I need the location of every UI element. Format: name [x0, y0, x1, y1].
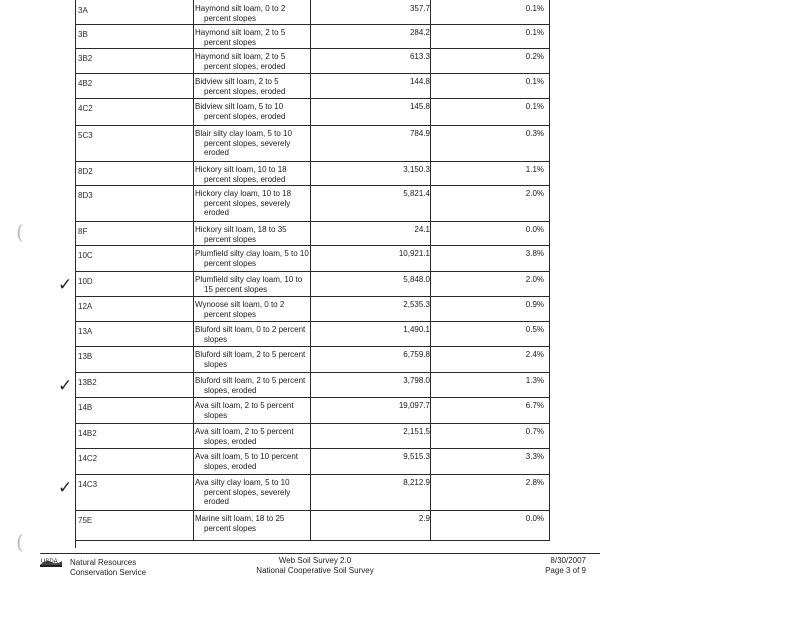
table-row: [75, 321, 550, 346]
percent-of-aoi: 3.3%: [525, 452, 544, 461]
map-unit-name-line: Haymond silt loam, 2 to 5: [195, 52, 286, 61]
map-unit-name: [195, 376, 305, 395]
map-unit-name: [195, 401, 294, 420]
map-unit-name-line: Ava silt loam, 5 to 10 percent: [195, 452, 299, 461]
acres-in-aoi: 784.9: [409, 129, 430, 138]
map-unit-name-line: Plumfield silty clay loam, 10 to: [195, 275, 303, 284]
handwritten-check-mark-icon: ✓: [58, 275, 73, 295]
map-unit-name: [195, 52, 285, 71]
row-separator: [75, 221, 550, 222]
row-separator: [75, 245, 550, 246]
footer-rule: [40, 553, 600, 554]
table-row: [75, 125, 550, 161]
map-unit-name-line: Wynoose silt loam, 0 to 2: [195, 300, 285, 309]
map-unit-name: [195, 225, 287, 244]
map-unit-name-line: percent slopes, eroded: [204, 174, 286, 184]
map-unit-name-line: slopes: [204, 334, 228, 344]
row-separator: [75, 474, 550, 475]
acres-in-aoi: 3,150.3: [403, 165, 430, 174]
map-unit-name-line: Haymond silt loam, 2 to 5: [195, 28, 286, 37]
table-row: [75, 161, 550, 185]
acres-in-aoi: 24.1: [414, 225, 430, 234]
table-row: [75, 98, 550, 125]
map-unit-symbol: 12A: [78, 302, 93, 311]
acres-in-aoi: 2,535.3: [403, 300, 430, 309]
map-unit-name-line: Hickory silt loam, 10 to 18: [195, 165, 287, 174]
acres-in-aoi: 19,097.7: [398, 401, 430, 410]
percent-of-aoi: 0.2%: [525, 52, 544, 61]
map-unit-name-line: percent slopes, eroded: [204, 111, 286, 121]
map-unit-symbol: 14C3: [78, 480, 98, 489]
map-unit-name: [195, 249, 309, 268]
acres-in-aoi: 613.3: [409, 52, 430, 61]
acres-in-aoi: 144.8: [409, 77, 430, 86]
agency-line-2: Conservation Service: [70, 568, 147, 577]
percent-of-aoi: 0.0%: [525, 514, 544, 523]
handwritten-check-mark-icon: ✓: [58, 478, 73, 498]
map-unit-name: [195, 427, 294, 446]
map-unit-name-line: eroded: [204, 148, 229, 157]
handwritten-check-mark-icon: ✓: [58, 376, 73, 396]
map-unit-symbol: 3B2: [78, 54, 93, 63]
map-unit-symbol: 5C3: [78, 131, 93, 140]
margin-paren-mark: (: [16, 530, 24, 554]
map-unit-name-line: Haymond silt loam, 0 to 2: [195, 4, 286, 13]
percent-of-aoi: 2.0%: [525, 275, 544, 284]
percent-of-aoi: 0.3%: [525, 129, 544, 138]
survey-title-line-1: Web Soil Survey 2.0: [278, 556, 352, 565]
map-unit-name: [195, 189, 291, 218]
acres-in-aoi: 145.8: [409, 102, 430, 111]
percent-of-aoi: 0.0%: [525, 225, 544, 234]
row-separator: [75, 125, 550, 126]
row-separator: [75, 296, 550, 297]
acres-in-aoi: 2.9: [418, 514, 430, 523]
page-number: Page 3 of 9: [545, 566, 586, 575]
map-unit-name-line: Bluford silt loam, 0 to 2 percent: [195, 325, 306, 334]
row-separator: [75, 510, 550, 511]
map-unit-symbol: 13B2: [78, 378, 97, 387]
map-unit-name: [195, 300, 284, 319]
table-row: [75, 372, 550, 397]
row-separator: [75, 98, 550, 99]
map-unit-name-line: Bluford silt loam, 2 to 5 percent: [195, 376, 306, 385]
map-unit-name-line: Ava silt loam, 2 to 5 percent: [195, 401, 294, 410]
map-unit-name: [195, 478, 290, 507]
acres-in-aoi: 284.2: [409, 28, 430, 37]
table-row: [75, 397, 550, 423]
map-unit-symbol: 3A: [78, 6, 88, 15]
agency-name: [70, 558, 146, 578]
map-unit-name-line: Hickory silt loam, 18 to 35: [195, 225, 287, 234]
map-unit-name-line: Marine silt loam, 18 to 25: [195, 514, 285, 523]
acres-in-aoi: 9,515.3: [403, 452, 430, 461]
map-unit-symbol: 14C2: [78, 454, 98, 463]
map-unit-name-line: Ava silty clay loam, 5 to 10: [195, 478, 290, 487]
margin-paren-mark: (: [16, 220, 24, 244]
percent-of-aoi: 0.1%: [525, 28, 544, 37]
map-unit-symbol: 14B2: [78, 429, 97, 438]
table-row: [75, 346, 550, 372]
table-row: [75, 271, 550, 296]
map-unit-symbol: 8F: [78, 227, 88, 236]
table-row: [75, 73, 550, 98]
percent-of-aoi: 0.1%: [525, 102, 544, 111]
percent-of-aoi: 1.3%: [525, 376, 544, 385]
percent-of-aoi: 0.9%: [525, 300, 544, 309]
row-separator: [75, 48, 550, 49]
acres-in-aoi: 357.7: [409, 4, 430, 13]
percent-of-aoi: 0.7%: [525, 427, 544, 436]
map-unit-name-line: slopes, eroded: [204, 436, 257, 446]
map-unit-name-line: eroded: [204, 208, 229, 217]
map-unit-name-line: percent slopes: [204, 37, 257, 47]
table-row: [75, 245, 550, 271]
acres-in-aoi: 5,848.0: [403, 275, 430, 284]
table-row: [75, 423, 550, 448]
acres-in-aoi: 1,490.1: [403, 325, 430, 334]
map-unit-symbol: 13B: [78, 352, 93, 361]
map-unit-symbol: 10D: [78, 277, 93, 286]
table-row: [75, 24, 550, 48]
map-unit-name-line: percent slopes, eroded: [204, 61, 286, 71]
table-row: [75, 474, 550, 510]
map-unit-name: [195, 350, 305, 369]
map-unit-name-line: Ava silt loam, 2 to 5 percent: [195, 427, 294, 436]
row-separator: [75, 161, 550, 162]
table-row: [75, 185, 550, 221]
survey-title: [240, 556, 390, 576]
map-unit-name: [195, 102, 285, 121]
percent-of-aoi: 3.8%: [525, 249, 544, 258]
map-unit-name: [195, 77, 285, 96]
table-row: [75, 448, 550, 474]
map-unit-name-line: percent slopes: [204, 309, 257, 319]
percent-of-aoi: 0.5%: [525, 325, 544, 334]
map-unit-name-line: slopes: [204, 359, 228, 369]
percent-of-aoi: 2.0%: [525, 189, 544, 198]
map-unit-name-line: percent slopes: [204, 234, 257, 244]
map-unit-symbol: 13A: [78, 327, 93, 336]
table-row: [75, 221, 550, 245]
acres-in-aoi: 5,821.4: [403, 189, 430, 198]
map-unit-name: [195, 514, 284, 533]
row-separator: [75, 372, 550, 373]
map-unit-symbol: 4C2: [78, 104, 93, 113]
map-unit-name-line: Blair silty clay loam, 5 to 10: [195, 129, 292, 138]
row-separator: [75, 397, 550, 398]
map-unit-name: [195, 4, 285, 23]
map-unit-name-line: percent slopes, eroded: [204, 86, 286, 96]
map-unit-symbol: 14B: [78, 403, 93, 412]
map-unit-symbol: 3B: [78, 30, 88, 39]
page-info: [520, 556, 586, 576]
map-unit-name-line: slopes: [204, 410, 228, 420]
percent-of-aoi: 0.1%: [525, 77, 544, 86]
map-unit-symbol: 4B2: [78, 79, 93, 88]
map-unit-name-line: Bidview silt loam, 2 to 5: [195, 77, 279, 86]
acres-in-aoi: 2,151.5: [403, 427, 430, 436]
map-unit-symbol: 75E: [78, 516, 93, 525]
percent-of-aoi: 1.1%: [525, 165, 544, 174]
print-date: 8/30/2007: [550, 556, 586, 565]
percent-of-aoi: 2.8%: [525, 478, 544, 487]
table-row: [75, 48, 550, 73]
map-unit-name-line: percent slopes: [204, 13, 257, 23]
map-unit-name-line: percent slopes, severely: [204, 198, 291, 208]
acres-in-aoi: 3,798.0: [403, 376, 430, 385]
map-unit-name: [195, 452, 298, 471]
map-unit-name-line: Bluford silt loam, 2 to 5 percent: [195, 350, 306, 359]
table-bottom-border: [75, 540, 550, 541]
map-unit-name-line: percent slopes, severely: [204, 138, 291, 148]
row-separator: [75, 185, 550, 186]
map-unit-symbol: 10C: [78, 251, 93, 260]
map-unit-name-line: percent slopes, severely: [204, 487, 291, 497]
acres-in-aoi: 10,921.1: [398, 249, 430, 258]
map-unit-name-line: slopes, eroded: [204, 461, 257, 471]
row-separator: [75, 423, 550, 424]
row-separator: [75, 24, 550, 25]
row-separator: [75, 321, 550, 322]
map-unit-name: [195, 165, 287, 184]
acres-in-aoi: 8,212.9: [403, 478, 430, 487]
map-unit-name-line: slopes, eroded: [204, 385, 257, 395]
acres-in-aoi: 6,759.8: [403, 350, 430, 359]
row-separator: [75, 346, 550, 347]
map-unit-name: [195, 129, 292, 158]
map-unit-name-line: Plumfield silty clay loam, 5 to 10: [195, 249, 309, 258]
map-unit-name-line: percent slopes: [204, 523, 257, 533]
agency-line-1: Natural Resources: [70, 558, 137, 567]
survey-title-line-2: National Cooperative Soil Survey: [256, 566, 374, 575]
map-unit-name-line: percent slopes: [204, 258, 257, 268]
row-separator: [75, 271, 550, 272]
map-unit-name: [195, 28, 285, 47]
row-separator: [75, 73, 550, 74]
usda-logo: [40, 556, 62, 570]
map-unit-symbol: 8D3: [78, 191, 93, 200]
table-row: [75, 510, 550, 540]
row-separator: [75, 448, 550, 449]
map-unit-symbol: 8D2: [78, 167, 93, 176]
map-unit-name-line: Bidview silt loam, 5 to 10: [195, 102, 284, 111]
map-unit-name-line: Hickory clay loam, 10 to 18: [195, 189, 292, 198]
percent-of-aoi: 2.4%: [525, 350, 544, 359]
map-unit-name-line: 15 percent slopes: [204, 284, 268, 294]
usda-logo-text: USDA: [41, 559, 58, 565]
percent-of-aoi: 0.1%: [525, 4, 544, 13]
map-unit-name: [195, 325, 305, 344]
percent-of-aoi: 6.7%: [525, 401, 544, 410]
map-unit-name: [195, 275, 302, 294]
map-unit-name-line: eroded: [204, 497, 229, 506]
table-row: [75, 0, 550, 24]
table-row: [75, 296, 550, 321]
